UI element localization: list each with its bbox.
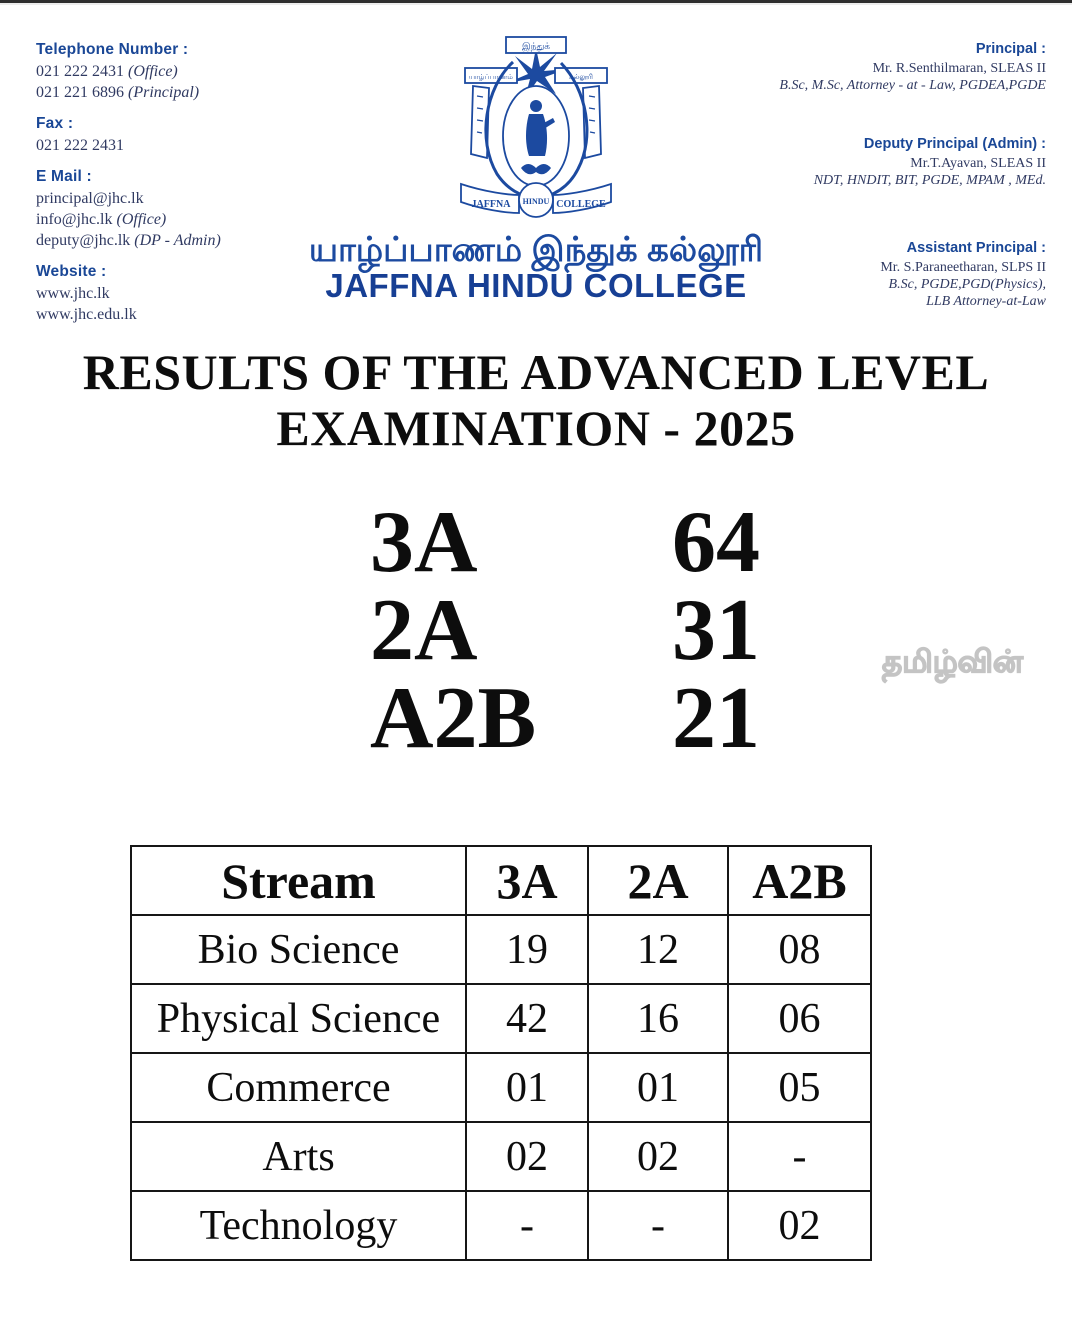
- grade-count: 64: [672, 493, 760, 591]
- stream-name: Technology: [131, 1191, 466, 1260]
- stream-a2b: 05: [728, 1053, 871, 1122]
- table-row: [131, 1191, 871, 1260]
- telephone-office-note: (Office): [128, 63, 178, 80]
- summary-row-a2b: [370, 669, 760, 767]
- email-deputy-note: (DP - Admin): [134, 232, 221, 249]
- principal-name: Mr. R.Senthilmaran, SLEAS II: [872, 61, 1046, 76]
- summary-row-2a: [370, 581, 760, 679]
- stream-3a: 01: [466, 1053, 588, 1122]
- header-stream: Stream: [131, 846, 466, 915]
- email-label: E Mail :: [36, 168, 92, 185]
- assistant-principal-qualifications: B.Sc, PGDE,PGD(Physics),: [888, 277, 1046, 292]
- principal-qualifications: B.Sc, M.Sc, Attorney - at - Law, PGDEA,PGDE: [779, 78, 1046, 93]
- email-deputy: deputy@jhc.lk: [36, 232, 131, 249]
- stream-a2b: 06: [728, 984, 871, 1053]
- website-label: Website :: [36, 263, 107, 280]
- deputy-principal-qualifications: NDT, HNDIT, BIT, PGDE, MPAM , MEd.: [813, 173, 1046, 188]
- stream-name: Arts: [131, 1122, 466, 1191]
- stream-a2b: 02: [728, 1191, 871, 1260]
- deputy-principal-group: [746, 135, 1046, 189]
- table-header-row: [131, 846, 871, 915]
- website-url-2: www.jhc.edu.lk: [36, 306, 137, 323]
- page-title: [0, 344, 1072, 456]
- telephone-principal-note: (Principal): [128, 84, 200, 101]
- stream-name: Bio Science: [131, 915, 466, 984]
- stream-3a: -: [466, 1191, 588, 1260]
- stream-2a: -: [588, 1191, 728, 1260]
- scan-edge-bar-light: [0, 3, 1072, 5]
- telephone-office: 021 222 2431: [36, 63, 124, 80]
- assistant-principal-title: Assistant Principal :: [906, 240, 1046, 256]
- stream-3a: 19: [466, 915, 588, 984]
- college-crest: [449, 36, 623, 228]
- email-line: [36, 188, 286, 209]
- crest-scroll-right: கல்லூரி: [569, 74, 593, 81]
- grade-label: 2A: [370, 581, 478, 679]
- grade-count: 31: [672, 581, 760, 679]
- grade-count: 21: [672, 669, 760, 767]
- stream-results-table: [130, 845, 872, 1261]
- grade-label: A2B: [370, 669, 537, 767]
- telephone-label: Telephone Number :: [36, 41, 189, 58]
- telephone-line: [36, 82, 286, 103]
- email-info: info@jhc.lk: [36, 211, 113, 228]
- table-row: [131, 984, 871, 1053]
- crest-banner-right: COLLEGE: [556, 199, 606, 210]
- website-url-1: www.jhc.lk: [36, 285, 110, 302]
- deputy-principal-name: Mr.T.Ayavan, SLEAS II: [910, 156, 1046, 171]
- assistant-principal-name: Mr. S.Paraneetharan, SLPS II: [880, 260, 1046, 275]
- telephone-group: [36, 40, 286, 103]
- crest-scroll-left: யாழ்ப்பாணம்: [469, 74, 513, 81]
- fax-group: [36, 114, 286, 156]
- stream-3a: 02: [466, 1122, 588, 1191]
- results-summary: [370, 493, 760, 767]
- summary-row-3a: [370, 493, 760, 591]
- watermark-text: தமிழ்வின்: [882, 644, 1023, 679]
- fax-line: [36, 135, 286, 156]
- telephone-line: [36, 61, 286, 82]
- header-3a: 3A: [466, 846, 588, 915]
- email-principal: principal@jhc.lk: [36, 190, 144, 207]
- stream-a2b: -: [728, 1122, 871, 1191]
- header-a2b: A2B: [728, 846, 871, 915]
- stream-3a: 42: [466, 984, 588, 1053]
- college-name-tamil: யாழ்ப்பாணம் இந்துக் கல்லூரி: [308, 231, 764, 269]
- grade-label: 3A: [370, 493, 478, 591]
- telephone-principal: 021 221 6896: [36, 84, 124, 101]
- college-name-english: JAFFNA HINDU COLLEGE: [325, 267, 747, 304]
- table-row: [131, 1122, 871, 1191]
- page-title-line-1: RESULTS OF THE ADVANCED LEVEL: [82, 344, 990, 400]
- crest-banner-left: JAFFNA: [471, 199, 511, 210]
- email-info-note: (Office): [116, 211, 167, 228]
- stream-a2b: 08: [728, 915, 871, 984]
- header-2a: 2A: [588, 846, 728, 915]
- principal-title: Principal :: [975, 41, 1046, 57]
- stream-2a: 12: [588, 915, 728, 984]
- stream-name: Physical Science: [131, 984, 466, 1053]
- stream-name: Commerce: [131, 1053, 466, 1122]
- deputy-principal-title: Deputy Principal (Admin) :: [863, 136, 1046, 152]
- website-line: [36, 304, 286, 325]
- assistant-principal-qualifications: LLB Attorney-at-Law: [926, 294, 1046, 309]
- crest-scroll-top: இந்துக்: [521, 41, 551, 51]
- email-line: [36, 209, 286, 230]
- stream-2a: 02: [588, 1122, 728, 1191]
- principal-group: [746, 40, 1046, 94]
- page-title-line-2: EXAMINATION - 2025: [276, 400, 796, 456]
- fax-number: 021 222 2431: [36, 137, 124, 154]
- fax-label: Fax :: [36, 115, 74, 132]
- crest-banner-center: HINDU: [522, 197, 550, 206]
- table-row: [131, 1053, 871, 1122]
- table-row: [131, 915, 871, 984]
- stream-2a: 16: [588, 984, 728, 1053]
- stream-2a: 01: [588, 1053, 728, 1122]
